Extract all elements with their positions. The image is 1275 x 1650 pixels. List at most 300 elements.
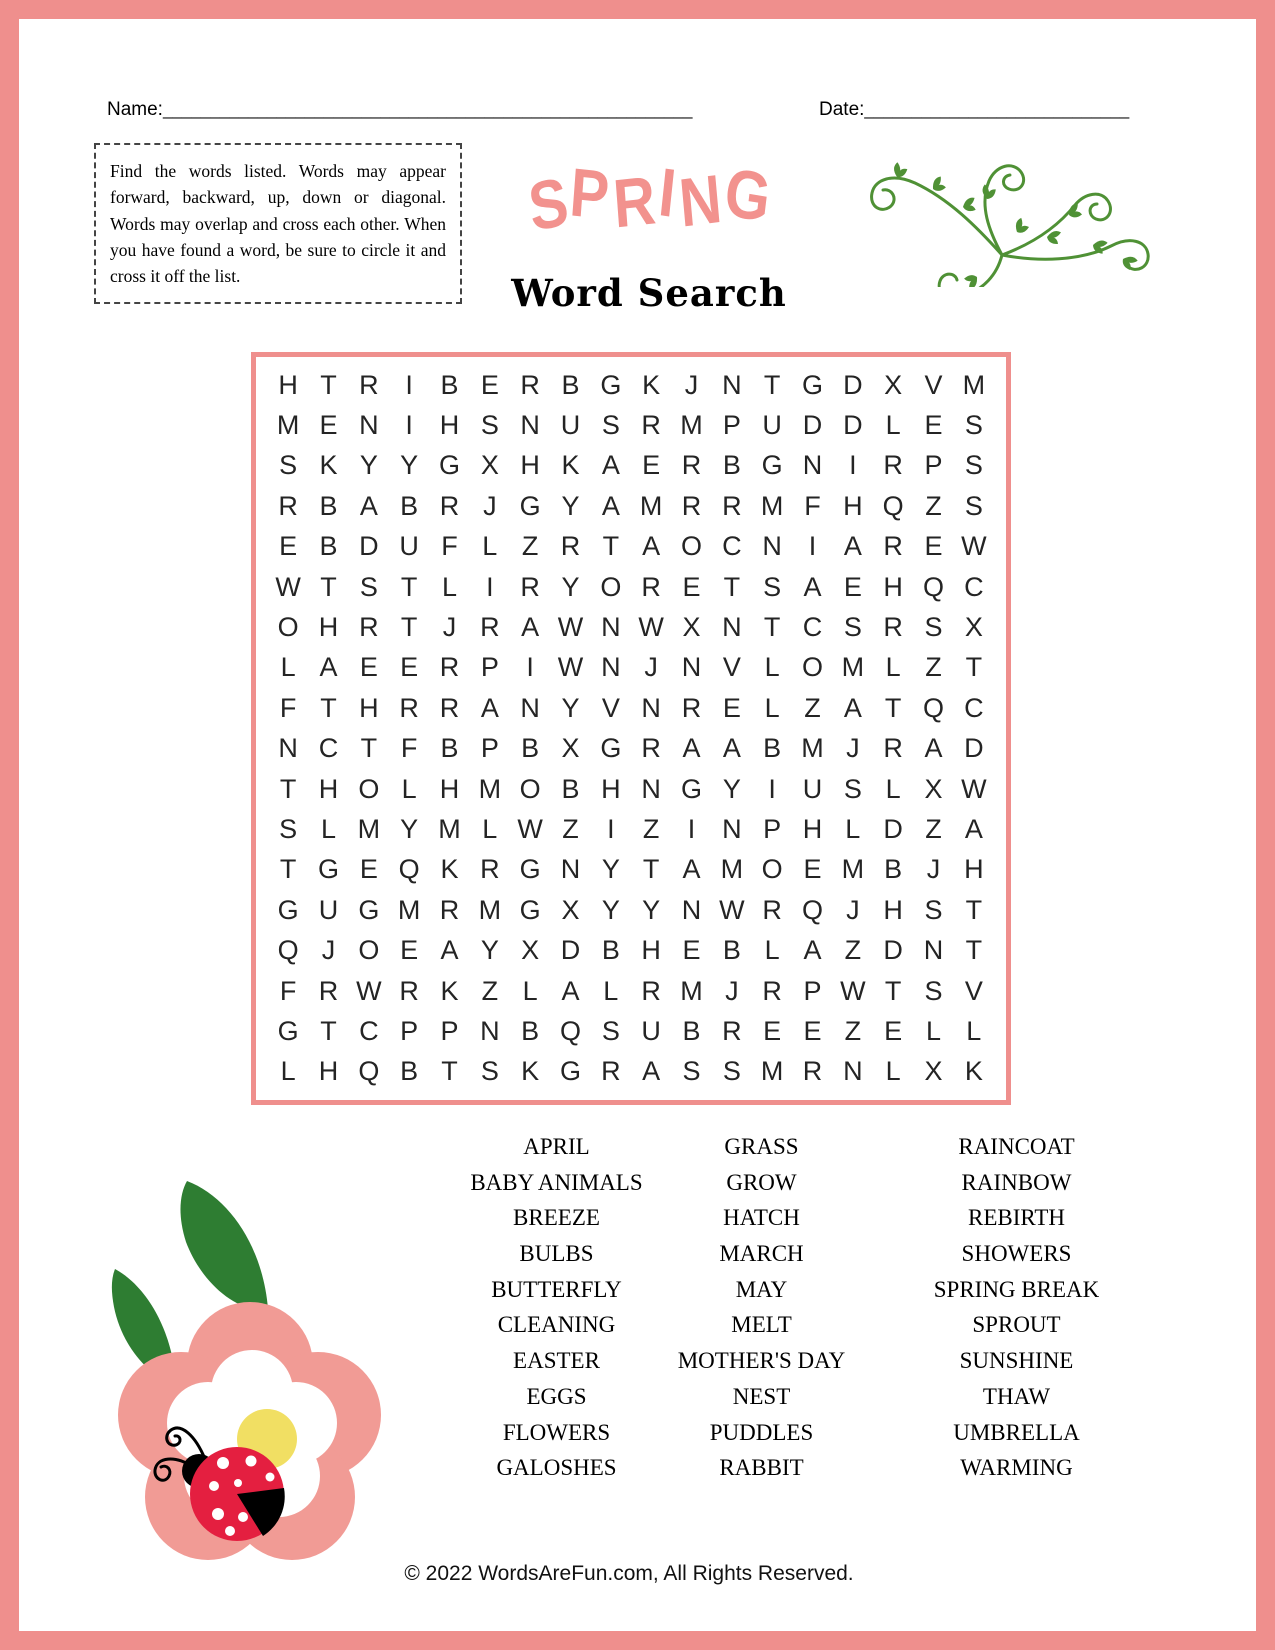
grid-letter: B xyxy=(722,935,741,966)
grid-letter: H xyxy=(883,894,903,925)
grid-letter: L xyxy=(885,410,901,441)
title-letter: R xyxy=(610,162,659,243)
grid-letter: K xyxy=(561,450,580,481)
grid-letter: B xyxy=(722,450,741,481)
grid-letter: J xyxy=(442,612,457,642)
grid-letter: B xyxy=(440,369,459,400)
grid-letter: G xyxy=(600,369,622,400)
grid-letter: Z xyxy=(521,531,539,562)
grid-letter: A xyxy=(561,975,580,1006)
grid-letter: T xyxy=(884,975,902,1006)
grid-letter: H xyxy=(641,935,661,966)
grid-letter: M xyxy=(478,894,502,925)
grid-letter: R xyxy=(883,733,903,764)
grid-letter: P xyxy=(924,450,943,481)
grid-letter: A xyxy=(642,531,661,562)
grid-letter: L xyxy=(845,813,861,844)
date-label: Date: xyxy=(819,99,865,120)
grid-letter: T xyxy=(400,571,418,602)
grid-letter: F xyxy=(804,490,821,521)
grid-letter: N xyxy=(722,369,742,400)
grid-letter: D xyxy=(964,733,984,764)
grid-letter: W xyxy=(275,571,301,602)
grid-letter: P xyxy=(722,410,741,441)
grid-letter: A xyxy=(843,531,862,562)
grid-letter: A xyxy=(359,490,378,521)
grid-letter: A xyxy=(682,854,701,885)
grid-letter: R xyxy=(439,692,460,723)
grid-letter: L xyxy=(925,1015,941,1046)
grid-letter: M xyxy=(276,410,300,441)
grid-letter: Z xyxy=(562,813,579,844)
grid-letter: M xyxy=(639,490,663,521)
grid-letter: N xyxy=(681,894,702,925)
grid-letter: I xyxy=(486,571,494,602)
grid-letter: Y xyxy=(480,935,499,966)
grid-letter: R xyxy=(439,490,460,521)
title-letter: P xyxy=(567,153,613,235)
word-list-item: BUTTERFLY xyxy=(491,1276,622,1302)
grid-letter: M xyxy=(357,813,381,844)
word-list-item: GROW xyxy=(726,1169,797,1195)
grid-letter: S xyxy=(843,612,862,642)
grid-letter: R xyxy=(520,571,540,602)
grid-letter: U xyxy=(560,410,581,441)
grid-letter: T xyxy=(400,612,418,642)
grid-letter: R xyxy=(883,450,903,481)
grid-letter: B xyxy=(319,531,338,562)
grid-letter: U xyxy=(762,410,782,441)
grid-letter: G xyxy=(438,450,460,481)
grid-letter: J xyxy=(725,975,739,1006)
grid-letter: M xyxy=(680,410,703,441)
grid-letter: R xyxy=(439,652,460,683)
grid-letter: R xyxy=(762,894,782,925)
grid-letter: U xyxy=(641,1015,661,1046)
grid-letter: G xyxy=(519,490,541,521)
word-list-item: HATCH xyxy=(723,1205,800,1231)
grid-letter: R xyxy=(359,369,379,400)
grid-letter: Y xyxy=(601,854,620,885)
grid-letter: P xyxy=(763,813,782,844)
grid-letter: G xyxy=(600,733,622,764)
word-list-item: SPROUT xyxy=(972,1312,1061,1338)
word-list-item: APRIL xyxy=(523,1134,590,1159)
grid-letter: N xyxy=(762,531,782,562)
grid-letter: Z xyxy=(925,490,942,521)
grid-letter: Q xyxy=(358,1056,380,1087)
grid-letter: X xyxy=(561,733,580,764)
word-list-item: RABBIT xyxy=(719,1455,804,1481)
instructions-box: Find the words listed. Words may appear forward, backward, up, down or diagonal. Words may overlap and cross each other. When you have found a word, be sure to circle it and cross it off the list. xyxy=(94,143,462,304)
grid-letter: N xyxy=(641,773,661,804)
grid-letter: T xyxy=(320,571,337,602)
grid-letter: A xyxy=(601,450,620,481)
grid-letter: N xyxy=(601,652,621,683)
grid-letter: V xyxy=(601,692,620,723)
grid-letter: O xyxy=(801,652,823,683)
grid-letter: R xyxy=(399,975,419,1006)
grid-letter: A xyxy=(642,1056,661,1087)
word-list-item: RAINBOW xyxy=(961,1169,1072,1195)
grid-letter: K xyxy=(964,1056,983,1087)
grid-letter: A xyxy=(924,733,943,764)
grid-letter: S xyxy=(480,1056,499,1087)
leaf-icon xyxy=(180,1181,268,1310)
grid-letter: B xyxy=(601,935,620,966)
grid-letter: W xyxy=(961,773,987,804)
grid-letter: E xyxy=(642,450,661,481)
grid-letter: G xyxy=(680,773,702,804)
grid-letter: H xyxy=(278,369,298,400)
grid-letter: B xyxy=(561,369,580,400)
word-list-item: EASTER xyxy=(513,1348,600,1374)
grid-letter: L xyxy=(603,975,619,1006)
grid-letter: L xyxy=(482,813,498,844)
grid-letter: F xyxy=(441,531,458,562)
grid-letter: N xyxy=(480,1015,500,1046)
copyright-text: © 2022 WordsAreFun.com, All Rights Reserved. xyxy=(404,1562,854,1585)
title-letter: N xyxy=(676,160,725,242)
grid-letter: E xyxy=(682,571,701,602)
grid-letter: Z xyxy=(481,975,499,1006)
grid-letter: W xyxy=(557,652,584,683)
grid-letter: L xyxy=(280,1056,296,1087)
grid-letter: I xyxy=(808,531,817,562)
word-list-item: GRASS xyxy=(724,1134,799,1159)
grid-letter: A xyxy=(964,813,983,844)
grid-letter: G xyxy=(559,1056,581,1087)
grid-letter: S xyxy=(682,1056,701,1087)
grid-letter: Z xyxy=(804,692,821,723)
word-list-item: RAINCOAT xyxy=(958,1134,1075,1159)
grid-letter: T xyxy=(723,571,741,602)
grid-letter: S xyxy=(924,894,943,925)
grid-letter: V xyxy=(924,369,943,400)
grid-letter: L xyxy=(885,773,901,804)
grid-letter: M xyxy=(841,652,865,683)
grid-letter: X xyxy=(924,773,943,804)
grid-letter: Q xyxy=(559,1015,581,1046)
word-list-column-3 xyxy=(879,1129,1154,1486)
grid-letter: D xyxy=(560,935,581,966)
grid-letter: R xyxy=(802,1056,823,1087)
grid-letter: T xyxy=(965,894,983,925)
grid-letter: H xyxy=(843,490,863,521)
grid-letter: J xyxy=(846,894,860,925)
grid-letter: W xyxy=(719,894,745,925)
grid-letter: M xyxy=(397,894,421,925)
grid-letter: R xyxy=(722,490,742,521)
puzzle-title xyxy=(519,153,779,247)
grid-letter: D xyxy=(843,410,863,441)
grid-letter: G xyxy=(761,450,783,481)
grid-letter: H xyxy=(318,773,339,804)
grid-letter: C xyxy=(722,531,742,562)
grid-letter: R xyxy=(318,975,339,1006)
word-list-item: BREEZE xyxy=(513,1205,600,1231)
grid-letter: H xyxy=(601,773,621,804)
grid-letter: R xyxy=(278,490,298,521)
grid-letter: A xyxy=(803,935,822,966)
date-blank-line: ____________________________ xyxy=(864,100,1130,119)
word-list-item: THAW xyxy=(982,1383,1051,1409)
grid-letter: N xyxy=(802,450,823,481)
grid-letter: C xyxy=(802,612,823,642)
grid-letter: R xyxy=(883,612,903,642)
puzzle-subtitle: Word Search xyxy=(511,271,787,315)
grid-letter: M xyxy=(438,813,461,844)
grid-letter: N xyxy=(722,813,742,844)
grid-letter: L xyxy=(885,652,901,683)
grid-letter: E xyxy=(924,410,943,441)
grid-letter: E xyxy=(400,935,419,966)
grid-letter: R xyxy=(641,733,661,764)
grid-letter: X xyxy=(521,935,540,966)
grid-letter: O xyxy=(358,773,380,804)
grid-letter: H xyxy=(883,571,903,602)
word-list-item: REBIRTH xyxy=(967,1205,1065,1231)
grid-letter: I xyxy=(768,773,776,804)
grid-letter: N xyxy=(843,1056,863,1087)
grid-letter: E xyxy=(843,571,862,602)
grid-letter: H xyxy=(802,813,823,844)
grid-letter: R xyxy=(762,975,782,1006)
grid-letter: B xyxy=(763,733,782,764)
grid-letter: S xyxy=(722,1056,741,1087)
grid-letter: X xyxy=(561,894,580,925)
grid-letter: I xyxy=(607,813,615,844)
grid-letter: E xyxy=(480,369,499,400)
grid-letter: V xyxy=(964,975,983,1006)
grid-letter: L xyxy=(522,975,538,1006)
grid-letter: S xyxy=(763,571,782,602)
grid-letter: Y xyxy=(359,450,378,481)
grid-letter: R xyxy=(681,450,702,481)
grid-letter: E xyxy=(722,692,741,723)
grid-letter: B xyxy=(400,1056,419,1087)
grid-letter: R xyxy=(480,612,500,642)
grid-letter: T xyxy=(884,692,902,723)
grid-letter: Z xyxy=(844,1015,862,1046)
grid-letter: D xyxy=(359,531,379,562)
grid-letter: A xyxy=(722,733,741,764)
grid-letter: D xyxy=(883,813,903,844)
grid-letter: J xyxy=(321,935,336,966)
grid-letter: H xyxy=(439,773,460,804)
grid-letter: C xyxy=(359,1015,379,1046)
grid-letter: E xyxy=(359,854,378,885)
grid-letter: X xyxy=(682,612,701,642)
grid-letter: B xyxy=(682,1015,701,1046)
grid-letter: B xyxy=(561,773,580,804)
grid-letter: U xyxy=(802,773,823,804)
word-list-item: MARCH xyxy=(719,1241,804,1267)
grid-letter: E xyxy=(279,531,298,562)
grid-letter: N xyxy=(722,612,742,642)
grid-letter: P xyxy=(400,1015,419,1046)
grid-letter: T xyxy=(320,1015,337,1046)
grid-letter: E xyxy=(763,1015,782,1046)
grid-letter: B xyxy=(884,854,903,885)
grid-letter: K xyxy=(440,854,459,885)
word-list-item: MELT xyxy=(731,1312,792,1338)
grid-letter: O xyxy=(761,854,783,885)
grid-frame xyxy=(251,352,1011,1105)
grid-letter: I xyxy=(526,652,534,683)
grid-letter: R xyxy=(681,692,702,723)
grid-letter: Q xyxy=(801,894,823,925)
grid-letter: S xyxy=(279,450,298,481)
grid-letter: A xyxy=(319,652,338,683)
name-row xyxy=(107,99,692,121)
grid-letter: O xyxy=(277,612,299,642)
grid-letter: E xyxy=(400,652,419,683)
grid-letter: Q xyxy=(398,854,420,885)
grid-letter: S xyxy=(279,813,298,844)
grid-letter: K xyxy=(440,975,459,1006)
word-list-item: PUDDLES xyxy=(709,1419,814,1445)
grid-letter: R xyxy=(520,369,540,400)
grid-letter: L xyxy=(966,1015,982,1046)
grid-letter: S xyxy=(964,450,983,481)
grid-letter: N xyxy=(520,692,540,723)
grid-letter: D xyxy=(843,369,863,400)
grid-letter: K xyxy=(319,450,338,481)
grid-letter: H xyxy=(318,612,339,642)
grid-letter: I xyxy=(405,410,413,441)
grid-letter: L xyxy=(320,813,336,844)
grid-letter: A xyxy=(480,692,499,723)
grid-letter: S xyxy=(601,410,620,441)
grid-letter: C xyxy=(964,571,984,602)
grid-letter: R xyxy=(359,612,379,642)
grid-letter: Y xyxy=(722,773,741,804)
grid-letter: J xyxy=(483,490,497,521)
grid-letter: Y xyxy=(400,450,419,481)
grid-letter: U xyxy=(399,531,419,562)
grid-letter: N xyxy=(560,854,581,885)
grid-letter: G xyxy=(358,894,380,925)
grid-letter: N xyxy=(681,652,702,683)
grid-letter: R xyxy=(439,894,460,925)
letter-grid xyxy=(268,365,994,1092)
grid-letter: R xyxy=(601,1056,621,1087)
grid-letter: T xyxy=(642,854,660,885)
grid-letter: L xyxy=(482,531,498,562)
grid-letter: T xyxy=(763,612,781,642)
grid-letter: B xyxy=(440,733,459,764)
grid-letter: A xyxy=(682,733,701,764)
grid-letter: N xyxy=(641,692,661,723)
word-list-item: BULBS xyxy=(519,1241,594,1267)
grid-letter: L xyxy=(764,935,780,966)
grid-letter: W xyxy=(840,975,866,1006)
grid-letter: A xyxy=(521,612,540,642)
grid-letter: F xyxy=(279,692,297,723)
word-list-item: SPRING BREAK xyxy=(933,1276,1100,1302)
grid-letter: S xyxy=(924,612,943,642)
grid-letter: C xyxy=(964,692,984,723)
grid-letter: T xyxy=(279,773,297,804)
grid-letter: E xyxy=(682,935,701,966)
vine-decoration-icon xyxy=(837,137,1167,287)
grid-letter: I xyxy=(687,813,696,844)
grid-letter: G xyxy=(519,854,541,885)
grid-letter: Y xyxy=(400,813,419,844)
grid-letter: T xyxy=(279,854,297,885)
grid-letter: T xyxy=(320,369,337,400)
grid-letter: X xyxy=(480,450,499,481)
grid-letter: R xyxy=(399,692,419,723)
grid-letter: K xyxy=(521,1056,540,1087)
word-list-item: MOTHER'S DAY xyxy=(677,1348,846,1374)
grid-letter: S xyxy=(480,410,499,441)
grid-letter: I xyxy=(849,450,857,481)
grid-letter: O xyxy=(519,773,541,804)
grid-letter: U xyxy=(318,894,339,925)
grid-letter: T xyxy=(360,733,378,764)
grid-letter: Q xyxy=(922,571,944,602)
grid-letter: W xyxy=(557,612,584,642)
word-list-item: GALOSHES xyxy=(496,1455,617,1481)
grid-letter: R xyxy=(883,531,903,562)
grid-letter: X xyxy=(884,369,903,400)
title-letter: G xyxy=(720,153,775,238)
grid-letter: N xyxy=(278,733,298,764)
grid-letter: J xyxy=(644,652,658,683)
grid-letter: J xyxy=(846,733,860,764)
grid-letter: M xyxy=(760,490,784,521)
date-row xyxy=(819,99,1129,121)
grid-letter: M xyxy=(720,854,744,885)
word-list-item: WARMING xyxy=(960,1455,1073,1481)
grid-letter: R xyxy=(480,854,500,885)
grid-letter: E xyxy=(924,531,943,562)
grid-letter: P xyxy=(480,652,499,683)
grid-letter: C xyxy=(318,733,339,764)
word-list-item: MAY xyxy=(735,1276,788,1302)
grid-letter: H xyxy=(964,854,984,885)
grid-letter: M xyxy=(478,773,502,804)
grid-letter: G xyxy=(801,369,823,400)
grid-letter: H xyxy=(318,1056,339,1087)
grid-letter: T xyxy=(965,935,983,966)
grid-letter: B xyxy=(319,490,338,521)
word-list-column-2 xyxy=(624,1129,899,1486)
grid-letter: L xyxy=(280,652,296,683)
grid-letter: S xyxy=(964,410,983,441)
grid-letter: D xyxy=(802,410,823,441)
word-list-item: BABY ANIMALS xyxy=(470,1169,643,1195)
grid-letter: Q xyxy=(277,935,299,966)
grid-letter: L xyxy=(441,571,457,602)
grid-letter: T xyxy=(320,692,337,723)
grid-letter: L xyxy=(885,1056,901,1087)
grid-letter: N xyxy=(359,410,379,441)
grid-letter: T xyxy=(441,1056,458,1087)
grid-letter: A xyxy=(843,692,862,723)
grid-letter: M xyxy=(962,369,986,400)
word-list-item: FLOWERS xyxy=(502,1419,611,1445)
grid-letter: Z xyxy=(925,652,942,683)
grid-letter: B xyxy=(521,733,540,764)
grid-letter: Y xyxy=(561,490,580,521)
grid-letter: D xyxy=(883,935,903,966)
grid-letter: F xyxy=(279,975,297,1006)
grid-letter: L xyxy=(764,652,780,683)
grid-letter: I xyxy=(405,369,413,400)
